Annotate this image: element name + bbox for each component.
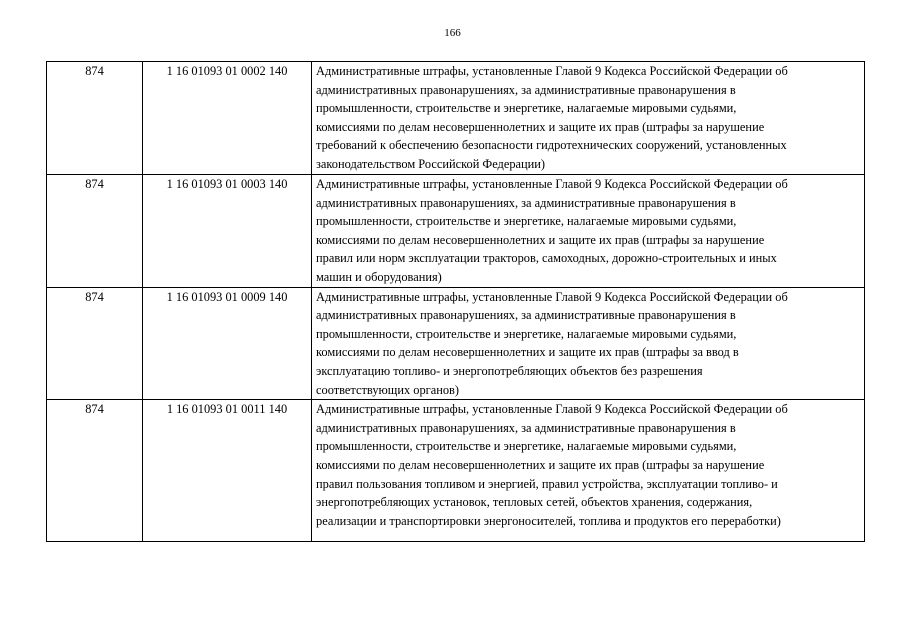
description-cell (312, 287, 865, 400)
page-number: 166 (444, 27, 461, 39)
description-line: промышленности, строительстве и энергетике, налагаемые мировыми судьями, (316, 439, 737, 454)
budget-code-cell: 1 16 01093 01 0003 140 (143, 175, 312, 288)
description-line: административных правонарушениях, за административные правонарушения в (316, 195, 736, 210)
description-cell (312, 62, 865, 175)
description-line: машин и оборудования) (316, 269, 442, 284)
budget-code-cell: 1 16 01093 01 0009 140 (143, 287, 312, 400)
table-row (47, 287, 865, 400)
admin-code-cell: 874 (47, 62, 143, 175)
admin-code-cell: 874 (47, 400, 143, 542)
budget-classification-table (46, 61, 865, 542)
description-cell (312, 175, 865, 288)
description-line: административных правонарушениях, за административные правонарушения в (316, 82, 736, 97)
description-line: законодательством Российской Федерации) (316, 156, 546, 171)
budget-code-cell: 1 16 01093 01 0002 140 (143, 62, 312, 175)
description-line: административных правонарушениях, за административные правонарушения в (316, 308, 736, 323)
description-line: реализации и транспортировки энергоносителей, топлива и продуктов его переработки) (316, 513, 781, 528)
admin-code-cell: 874 (47, 175, 143, 288)
description-line: промышленности, строительстве и энергетике, налагаемые мировыми судьями, (316, 101, 737, 116)
table-row (47, 175, 865, 288)
description-line: промышленности, строительстве и энергетике, налагаемые мировыми судьями, (316, 326, 737, 341)
description-line: Административные штрафы, установленные Главой 9 Кодекса Российской Федерации об (316, 289, 788, 304)
admin-code-cell: 874 (47, 287, 143, 400)
description-line: комиссиями по делам несовершеннолетних и защите их прав (штрафы за нарушение (316, 457, 765, 472)
description-line: правил пользования топливом и энергией, правил устройства, эксплуатации топливо- и (316, 476, 778, 491)
description-line: Административные штрафы, установленные Главой 9 Кодекса Российской Федерации об (316, 177, 788, 191)
description-line: комиссиями по делам несовершеннолетних и защите их прав (штрафы за нарушение (316, 119, 765, 134)
description-line: эксплуатацию топливо- и энергопотребляющих объектов без разрешения (316, 363, 703, 378)
description-line: требований к обеспечению безопасности гидротехнических сооружений, установленных (316, 138, 787, 153)
table-row (47, 62, 865, 175)
description-cell (312, 400, 865, 542)
description-line: административных правонарушениях, за административные правонарушения в (316, 420, 736, 435)
budget-code-cell: 1 16 01093 01 0011 140 (143, 400, 312, 542)
description-line: энергопотребляющих установок, тепловых сетей, объектов хранения, содержания, (316, 495, 753, 510)
description-line: соответствующих органов) (316, 382, 460, 397)
description-line: комиссиями по делам несовершеннолетних и защите их прав (штрафы за ввод в (316, 345, 739, 360)
table-row (47, 400, 865, 542)
description-line: Административные штрафы, установленные Главой 9 Кодекса Российской Федерации об (316, 402, 788, 417)
description-line: комиссиями по делам несовершеннолетних и защите их прав (штрафы за нарушение (316, 232, 765, 247)
description-line: промышленности, строительстве и энергетике, налагаемые мировыми судьями, (316, 214, 737, 229)
description-line: Административные штрафы, установленные Главой 9 Кодекса Российской Федерации об (316, 64, 788, 78)
description-line: правил или норм эксплуатации тракторов, самоходных, дорожно-строительных и иных (316, 251, 777, 266)
